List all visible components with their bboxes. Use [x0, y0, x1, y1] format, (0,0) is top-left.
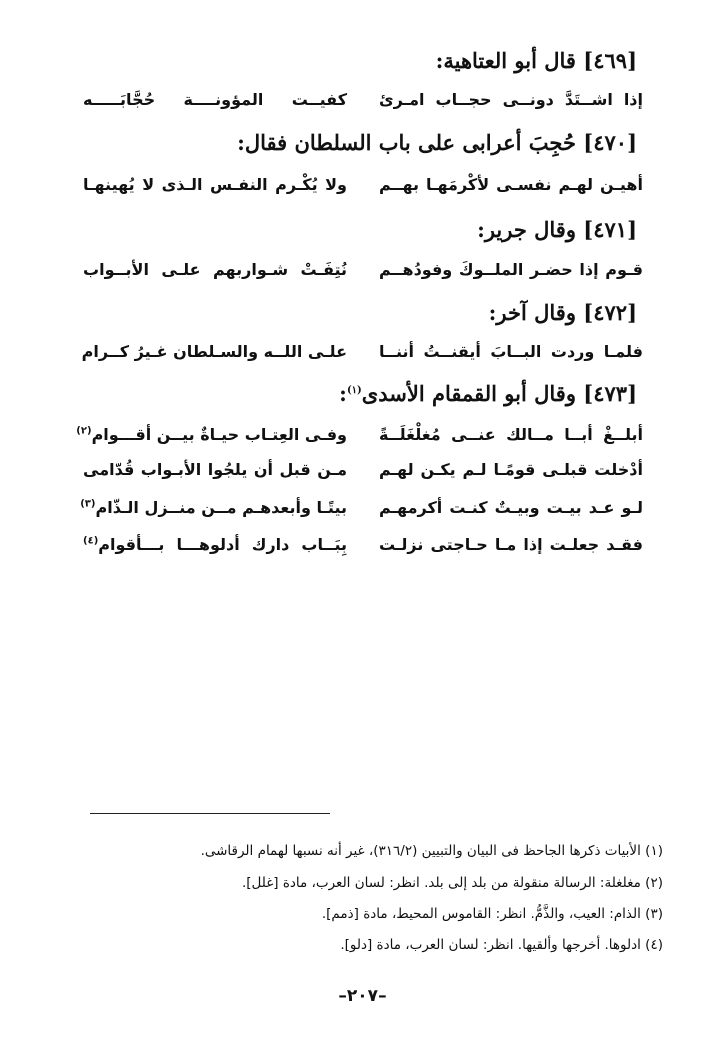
verse-line: [83, 460, 643, 488]
verse-line: [83, 342, 643, 370]
hemistich-text: بيتًـا وأبعدهـم مــن منــزل الـذّام: [95, 498, 347, 517]
entry-heading-471: [٤٧١] وقال جرير:: [477, 217, 637, 242]
verse-first-hemistich: أهيـن لهـم نفسـى لأكْرمَهـا بهــم: [379, 175, 643, 194]
footnote-4: (٤) ادلوها. أخرجها وألقيها. انظر: لسان العرب، مادة [دلو].: [340, 937, 663, 953]
footnote-marker: (١): [346, 385, 362, 396]
verse-first-hemistich: أبلــغْ أبــا مــالك عنــى مُغلْغَلَــةً: [379, 425, 643, 444]
verse-line: [80, 498, 643, 526]
verse-first-hemistich: فلمـا وردت البــابَ أيقنــتُ أننــا: [379, 342, 643, 361]
footnote-1: (١) الأبيات ذكرها الجاحظ فى البيان والتبيين (٣١٦/٢)، غير أنه نسبها لهمام الرقاشى.: [200, 843, 663, 859]
footnote-marker: (٣): [80, 498, 96, 510]
verse-second-hemistich: ولا يُكْـرم النفـس الـذى لا يُهينهـا: [83, 175, 347, 194]
page-number: –٢٠٧–: [338, 986, 387, 1006]
entry-heading-470: [٤٧٠] حُجِبَ أعرابى على باب السلطان فقال:: [237, 130, 637, 155]
entry-heading-473: [77, 381, 637, 406]
verse-line: [83, 90, 643, 118]
hemistich-text: وفـى العِتـاب حيـاةٌ بيــن أقـــوام: [91, 425, 347, 444]
verse-first-hemistich: فقـد جعلـت إذا مـا حـاجتى نزلـت: [379, 535, 643, 554]
footnote-marker: (٤): [83, 535, 99, 547]
footnote-3: (٣) الذام: العيب، والذَّمُّ. انظر: القاموس المحيط، مادة [ذمم].: [321, 906, 663, 922]
verse-line: [83, 175, 643, 203]
verse-second-hemistich: نُتِفَـتْ شـواربهم علـى الأبــواب: [83, 260, 347, 279]
footnote-marker: (٢): [76, 425, 92, 437]
footnote-2: (٢) مغلغلة: الرسالة منقولة من بلد إلى بلد. انظر: لسان العرب، مادة [غلل].: [241, 875, 663, 891]
verse-second-hemistich: كفيــت المؤونــــة حُجَّابَـــــه: [83, 90, 347, 109]
verse-second-hemistich: [76, 425, 347, 444]
verse-line: [83, 535, 643, 563]
verse-second-hemistich: علـى اللــه والسـلطان غـيرُ كــرام: [81, 342, 347, 361]
entry-heading-472: [٤٧٢] وقال آخر:: [488, 300, 637, 325]
verse-first-hemistich: إذا اشــتَدَّ دونــى حجــاب امـرئ: [379, 90, 643, 109]
footnote-separator: [90, 813, 330, 814]
verse-first-hemistich: لـو عـد بيـت وبيـتٌ كنـت أكرمهـم: [379, 498, 643, 517]
verse-second-hemistich: مـن قبل أن يلجُوا الأبـواب قُدّامى: [83, 460, 347, 479]
verse-first-hemistich: أدْخلت قبلـى قومًـا لـم يكـن لهـم: [379, 460, 643, 479]
verse-first-hemistich: قـوم إذا حضـر الملــوكَ وفودُهــم: [379, 260, 643, 279]
entry-heading-469: [٤٦٩] قال أبو العتاهية:: [435, 48, 637, 73]
verse-second-hemistich: [83, 535, 347, 554]
verse-line: [76, 425, 643, 453]
heading-colon: :: [339, 381, 347, 406]
hemistich-text: بِبَــاب دارك أدلوهـــا بـــأقوام: [98, 535, 347, 554]
verse-second-hemistich: [80, 498, 347, 517]
heading-text: [٤٧٣] وقال أبو القمقام الأسدى: [361, 381, 637, 406]
verse-line: [83, 260, 643, 288]
